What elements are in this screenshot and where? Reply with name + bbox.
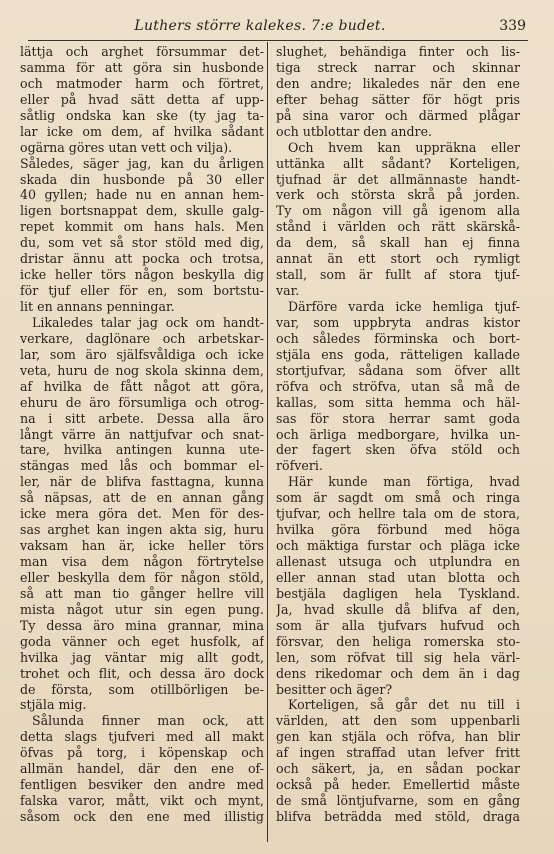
text-line: röfveri. — [276, 458, 323, 474]
text-line: och utblottar den andre. — [276, 123, 433, 139]
text-line: verk och största skrå på jorden. — [276, 187, 520, 203]
text-line: Ty om någon vill gå igenom alla — [276, 203, 520, 219]
text-line: stjäla ens goda, rätteligen kallade — [276, 346, 520, 362]
text-line: man visa dem någon förtrytelse — [20, 554, 264, 569]
text-line: var. — [276, 283, 300, 299]
text-line: annat än ett stort och rymligt — [276, 251, 520, 267]
text-line: slughet, behändiga finter och lis- — [276, 44, 520, 59]
text-line: trohet och flit, och dessa äro dock — [20, 665, 264, 681]
text-line: de små löntjufvarne, som en gång — [276, 793, 520, 809]
text-line: öfvas på torg, i köpenskap och — [20, 745, 264, 761]
text-line: så att man tio gånger hellre vill — [20, 585, 264, 601]
text-line: dristar ännu att pocka och trotsa, — [20, 251, 264, 267]
text-line: lar icke om dem, af hvilka sådant — [20, 123, 264, 139]
right-column — [276, 44, 520, 825]
text-line: och således förminska och bort- — [276, 330, 520, 346]
text-line: röfva och ströfva, utan så må de — [276, 378, 520, 394]
text-line: för tjuf eller för en, som bortstu- — [20, 283, 264, 299]
text-line: eller beskylla dem för någon stöld, — [20, 569, 264, 585]
text-line: var, som uppbryta andras kistor — [276, 314, 520, 330]
text-line: af ingen straffad utan lefver fritt — [276, 745, 520, 761]
text-line: så näpsas, att de en annan gång — [20, 490, 264, 506]
text-line: Sålunda finner man ock, att — [32, 713, 264, 729]
text-line: skada din husbonde på 30 eller — [20, 171, 264, 187]
text-line: stjäla mig. — [20, 697, 87, 713]
text-line: tiga streck narrar och skinnar — [276, 59, 520, 75]
running-title: Luthers större kalekes. 7:e budet. — [134, 18, 386, 34]
text-line: stånd i världen och rätt skärskå- — [276, 219, 520, 235]
text-line: mista något utur sin egen pung. — [20, 601, 264, 617]
text-line: bestjäla dagligen hela Tyskland. — [276, 585, 520, 601]
text-line: vaksam han är, icke heller törs — [20, 538, 264, 554]
text-line: na i sitt arbete. Dessa alla äro — [20, 410, 264, 426]
text-line: och säkert, ja, en sådan pockar — [276, 761, 520, 777]
text-line: veta, huru de nog skola skinna dem, — [20, 362, 264, 378]
text-line: Därföre varda icke hemliga tjuf- — [288, 299, 520, 314]
text-line: också på heder. Emellertid måste — [276, 777, 520, 793]
text-line: tare, hvilka antingen kunna ute- — [20, 442, 264, 458]
page-number: 339 — [499, 18, 526, 34]
text-line: allmän handel, där den ene of- — [20, 761, 264, 777]
text-line: ogärna göres utan vett och vilja). — [20, 139, 233, 155]
text-line: Ty dessa äro mina grannar, mina — [20, 617, 264, 633]
text-line: efter behag sätter för högt pris — [276, 91, 520, 107]
text-line: på sina varor och därmed plågar — [276, 107, 520, 123]
text-line: goda vänner och eget husfolk, af — [20, 633, 264, 649]
column-divider — [267, 42, 268, 842]
text-line: samma för att göra sin husbonde — [20, 59, 264, 75]
text-line: kallas, som sitta hemma och häl- — [276, 394, 520, 410]
text-line: hvilka jag väntar mig allt godt, — [20, 649, 264, 665]
text-line: försvar, den heliga romerska sto- — [276, 633, 520, 649]
text-line: falska varor, mått, vikt och mynt, — [20, 793, 264, 809]
text-line: der fagert sken öfva stöld och — [276, 442, 520, 458]
text-line: världen, att den som uppenbarli — [276, 713, 520, 729]
text-line: allenast utsuga och utplundra en — [276, 554, 520, 569]
text-line: och ärliga medborgare, hvilka un- — [276, 426, 520, 442]
text-line: och matmoder harm och förtret, — [20, 75, 264, 91]
text-line: sas för stora herrar samt goda — [276, 410, 520, 426]
text-line: lit en annans penningar. — [20, 299, 175, 314]
text-line: tjufvar, och hellre tala om de stora, — [276, 506, 520, 522]
left-column — [20, 44, 264, 825]
text-line: eller annan stad utan blotta och — [276, 569, 520, 585]
text-line: da dem, så skall han ej finna — [276, 235, 520, 251]
text-line: såtlig ondska kan ske (ty jag ta- — [20, 107, 264, 123]
text-line: besitter och äger? — [276, 681, 393, 697]
text-line: eller på hvad sätt detta af upp- — [20, 91, 264, 107]
text-line: icke mera göra det. Men för des- — [20, 506, 264, 522]
text-line: stortjufvar, sådana som öfver allt — [276, 362, 520, 378]
text-line: uttänka allt sådant? Korteligen, — [276, 155, 520, 171]
text-line: sas arghet kan ingen akta sig, huru — [20, 522, 264, 538]
header-rule — [28, 40, 528, 41]
text-line: ehuru de äro försumliga och otrog- — [20, 394, 264, 410]
text-line: de första, som otillbörligen be- — [20, 681, 264, 697]
text-line: dens rikedomar och dem än i dag — [276, 665, 520, 681]
text-line: len, som röfvat till sig hela värl- — [276, 649, 520, 665]
text-line: tjufnad är det allmännaste handt- — [276, 171, 520, 187]
text-line: gen kan stjäla och röfva, han blir — [276, 729, 520, 745]
text-line: Korteligen, så går det nu till i — [288, 697, 520, 713]
text-line: repet kommit om hans hals. Men — [20, 219, 264, 235]
text-line: 40 gyllen; hade nu en annan hem- — [20, 187, 264, 203]
text-line: Ja, hvad skulle då blifva af den, — [276, 601, 520, 617]
text-line: lar, som äro själfsvåldiga och icke — [20, 346, 264, 362]
text-line: Och hvem kan uppräkna eller — [288, 139, 520, 155]
text-line: långt värre än nattjufvar och snat- — [20, 426, 264, 442]
text-line: icke heller törs någon beskylla dig — [20, 267, 264, 283]
text-line: som är sagdt om små och ringa — [276, 490, 520, 506]
text-line: lättja och arghet försummar det- — [20, 44, 264, 59]
text-line: af hvilka de fått något att göra, — [20, 378, 264, 394]
text-line: hvilka göra förbund med höga — [276, 522, 520, 538]
page-header — [0, 18, 554, 40]
text-line: detta slags tjufveri med all makt — [20, 729, 264, 745]
text-line: verkare, daglönare och arbetskar- — [20, 330, 264, 346]
text-line: Således, säger jag, kan du årligen — [20, 155, 264, 171]
text-line: stängas med lås och bommar el- — [20, 458, 264, 474]
text-line: och mäktiga furstar och pläga icke — [276, 538, 520, 554]
text-line: såsom ock den ene med illistig — [20, 809, 264, 824]
text-line: som är alla tjufvars hufvud och — [276, 617, 520, 633]
text-line: ler, när de blifva fasttagna, kunna — [20, 474, 264, 490]
text-line: blifva beträdda med stöld, draga — [276, 809, 520, 824]
text-line: ligen bortsnappat dem, skulle galg- — [20, 203, 264, 219]
text-line: den andre; likaledes när den ene — [276, 75, 520, 91]
text-line: Här kunde man förtiga, hvad — [288, 474, 520, 490]
text-line: stall, som är fullt af stora tjuf- — [276, 267, 520, 283]
text-line: du, som vet så stor stöld med dig, — [20, 235, 264, 251]
text-line: fentligen besviker den andre med — [20, 777, 264, 793]
text-line: Likaledes talar jag ock om handt- — [32, 314, 264, 330]
